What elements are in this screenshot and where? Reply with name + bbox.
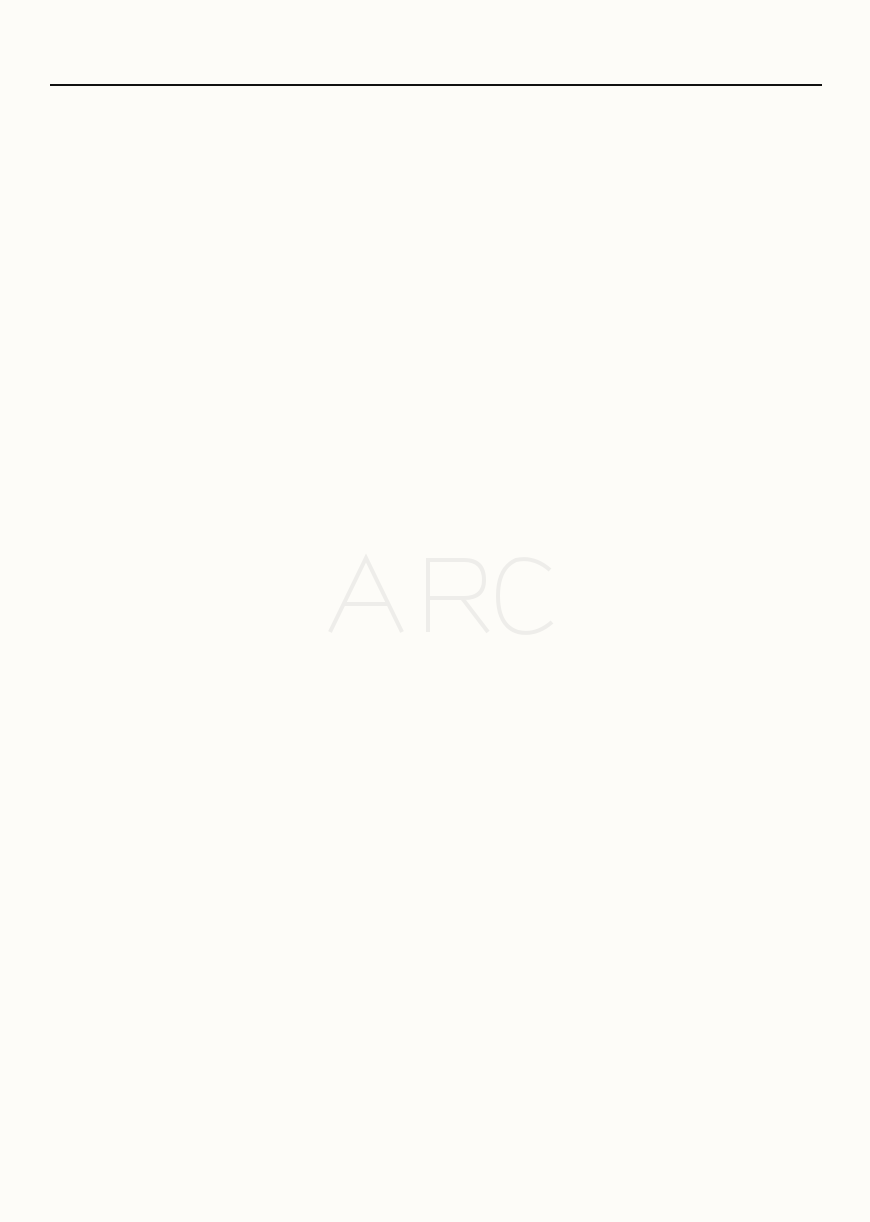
left-column — [50, 132, 407, 164]
watermark-letter-a-shape — [330, 558, 402, 632]
watermark-logo — [310, 540, 600, 660]
right-column — [465, 132, 822, 164]
running-header — [50, 48, 822, 86]
watermark-letter-c-shape — [498, 559, 552, 633]
watermark-letter-r-shape — [428, 560, 488, 632]
two-column-text — [50, 132, 822, 164]
